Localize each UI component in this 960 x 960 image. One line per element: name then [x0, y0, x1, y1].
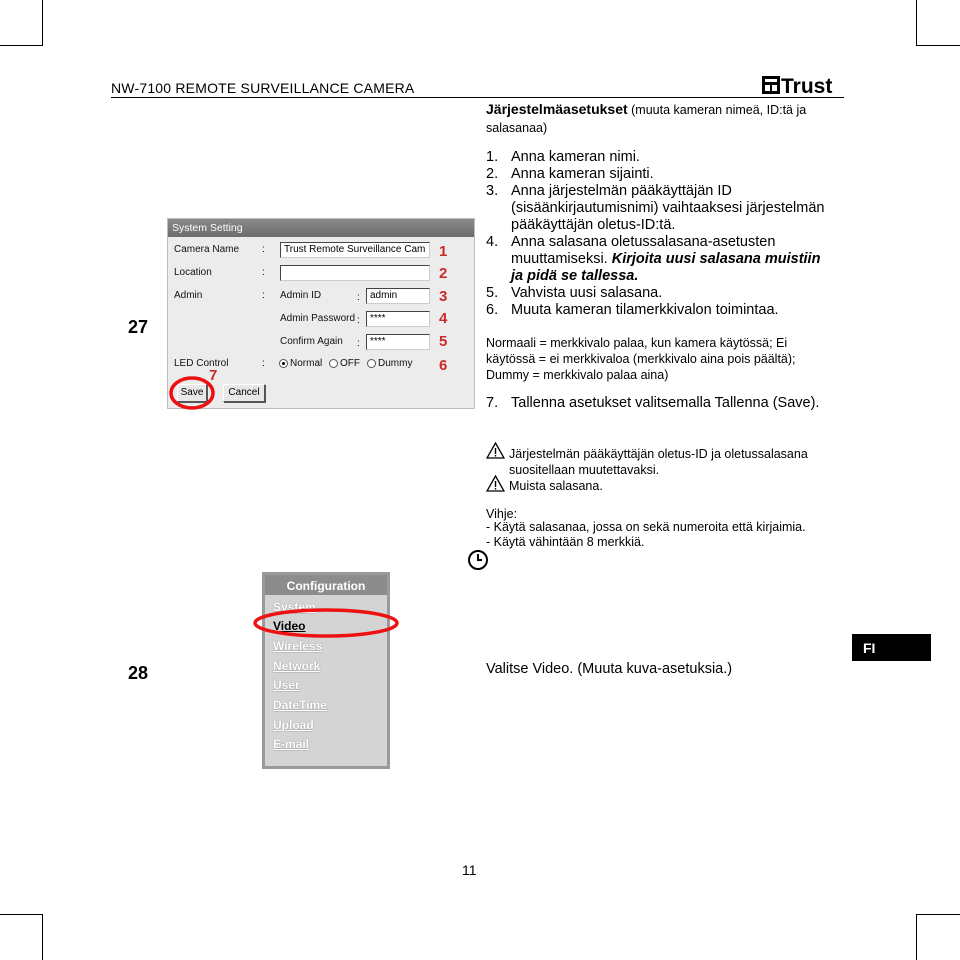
colon: :: [262, 267, 265, 278]
led-off-radio[interactable]: [329, 359, 338, 368]
step-list: [486, 395, 836, 412]
heading-bold: Järjestelmäasetukset: [486, 101, 628, 117]
warning-text: Muista salasana.: [509, 479, 603, 493]
menu-item-network[interactable]: Network: [273, 659, 321, 673]
list-item: 1. Anna kameran nimi.: [486, 149, 640, 165]
list-item: 4. Anna salasana oletussalasana-asetusten muuttamiseksi. Kirjoita uusi salasana muistiin ja pidä se tallessa.: [486, 234, 821, 284]
led-note: Normaali = merkkivalo palaa, kun kamera käytössä; Ei käytössä = ei merkkivaloa (merkkivalo aina pois päältä); Dummy = merkkivalo palaa aina): [486, 336, 796, 382]
menu-item-datetime[interactable]: DateTime: [273, 698, 327, 712]
led-normal-radio[interactable]: [279, 359, 288, 368]
camera-name-label: Camera Name: [174, 244, 240, 255]
menu-item-upload[interactable]: Upload: [273, 718, 314, 732]
callout-number: 2: [439, 265, 448, 282]
callout-number: 5: [439, 333, 448, 350]
colon: :: [357, 315, 360, 326]
warning-text: Järjestelmän pääkäyttäjän oletus-ID ja oletussalasana suositellaan muutettavaksi.: [509, 447, 808, 477]
admin-id-label: Admin ID: [280, 290, 322, 301]
confirm-again-label: Confirm Again: [280, 336, 343, 347]
callout-number: 7: [209, 367, 218, 384]
emphasis-text: Kirjoita uusi salasana muistiin ja pidä se tallessa.: [511, 251, 821, 284]
colon: :: [262, 244, 265, 255]
menu-item-user[interactable]: User: [273, 678, 300, 692]
callout-number: 6: [439, 357, 448, 374]
camera-name-input[interactable]: Trust Remote Surveillance Cam: [280, 242, 430, 258]
menu-item-email[interactable]: E-mail: [273, 737, 310, 751]
step-text: Valitse Video. (Muuta kuva-asetuksia.): [486, 661, 733, 677]
colon: :: [357, 338, 360, 349]
cancel-button[interactable]: Cancel: [223, 384, 265, 402]
tip-line: - Käytä vähintään 8 merkkiä.: [486, 535, 645, 549]
crop-mark: [916, 914, 960, 915]
step-list: [486, 149, 836, 319]
warning-icon: [486, 442, 505, 459]
admin-label: Admin: [174, 290, 203, 301]
list-item: 6. Muuta kameran tilamerkkivalon toimintaa.: [486, 302, 779, 318]
tip-title: Vihje:: [486, 507, 518, 521]
save-button[interactable]: Save: [177, 384, 207, 402]
warning-icon: [486, 475, 505, 492]
crop-mark: [0, 45, 43, 46]
callout-number: 3: [439, 288, 448, 305]
step-number: 28: [128, 663, 149, 683]
menu-item-system[interactable]: System: [273, 600, 316, 614]
tip-line: - Käytä salasanaa, jossa on sekä numeroita että kirjaimia.: [486, 520, 806, 534]
list-item: 2. Anna kameran sijainti.: [486, 166, 654, 182]
crop-mark: [916, 914, 917, 960]
document-title: NW-7100 REMOTE SURVEILLANCE CAMERA: [111, 80, 415, 96]
page-number: 11: [462, 862, 477, 878]
list-item: 7. Tallenna asetukset valitsemalla Tallenna (Save).: [486, 395, 820, 411]
crop-mark: [42, 0, 43, 46]
led-control-label: LED Control: [174, 358, 229, 369]
admin-password-input[interactable]: ****: [366, 311, 430, 327]
svg-text:Trust: Trust: [781, 75, 833, 96]
colon: :: [262, 358, 265, 369]
trust-logo: [762, 74, 844, 96]
callout-number: 4: [439, 310, 448, 327]
highlight-circle: [251, 606, 401, 640]
callout-number: 1: [439, 243, 448, 260]
list-item: 5. Vahvista uusi salasana.: [486, 285, 663, 301]
location-input[interactable]: [280, 265, 430, 281]
menu-item-video[interactable]: Video: [273, 619, 306, 633]
section-heading: [486, 101, 836, 137]
header-rule: [111, 97, 844, 98]
menu-title: Configuration: [265, 575, 387, 595]
colon: :: [357, 292, 360, 303]
configuration-menu: [262, 572, 390, 769]
menu-item-wireless[interactable]: Wireless: [273, 639, 323, 653]
crop-mark: [42, 914, 43, 960]
led-option-label: Normal: [290, 358, 323, 369]
confirm-again-input[interactable]: ****: [366, 334, 430, 350]
location-label: Location: [174, 267, 212, 278]
led-option-label: Dummy: [378, 358, 413, 369]
admin-id-input[interactable]: admin: [366, 288, 430, 304]
clock-icon: [467, 549, 489, 571]
crop-mark: [0, 914, 43, 915]
led-option-label: OFF: [340, 358, 360, 369]
list-item: 3. Anna järjestelmän pääkäyttäjän ID (sisäänkirjautumisnimi) vaihtaaksesi järjestelmän pääkäyttäjän oletus-ID:tä.: [486, 183, 825, 233]
step-number: 27: [128, 317, 149, 337]
heading-rest: (muuta kameran nimeä, ID:tä ja salasanaa): [486, 103, 807, 135]
admin-password-label: Admin Password: [280, 313, 356, 324]
crop-mark: [916, 45, 960, 46]
led-dummy-radio[interactable]: [367, 359, 376, 368]
colon: :: [262, 290, 265, 301]
crop-mark: [916, 0, 917, 46]
language-badge: FI: [852, 634, 931, 661]
panel-title: System Setting: [168, 219, 474, 237]
